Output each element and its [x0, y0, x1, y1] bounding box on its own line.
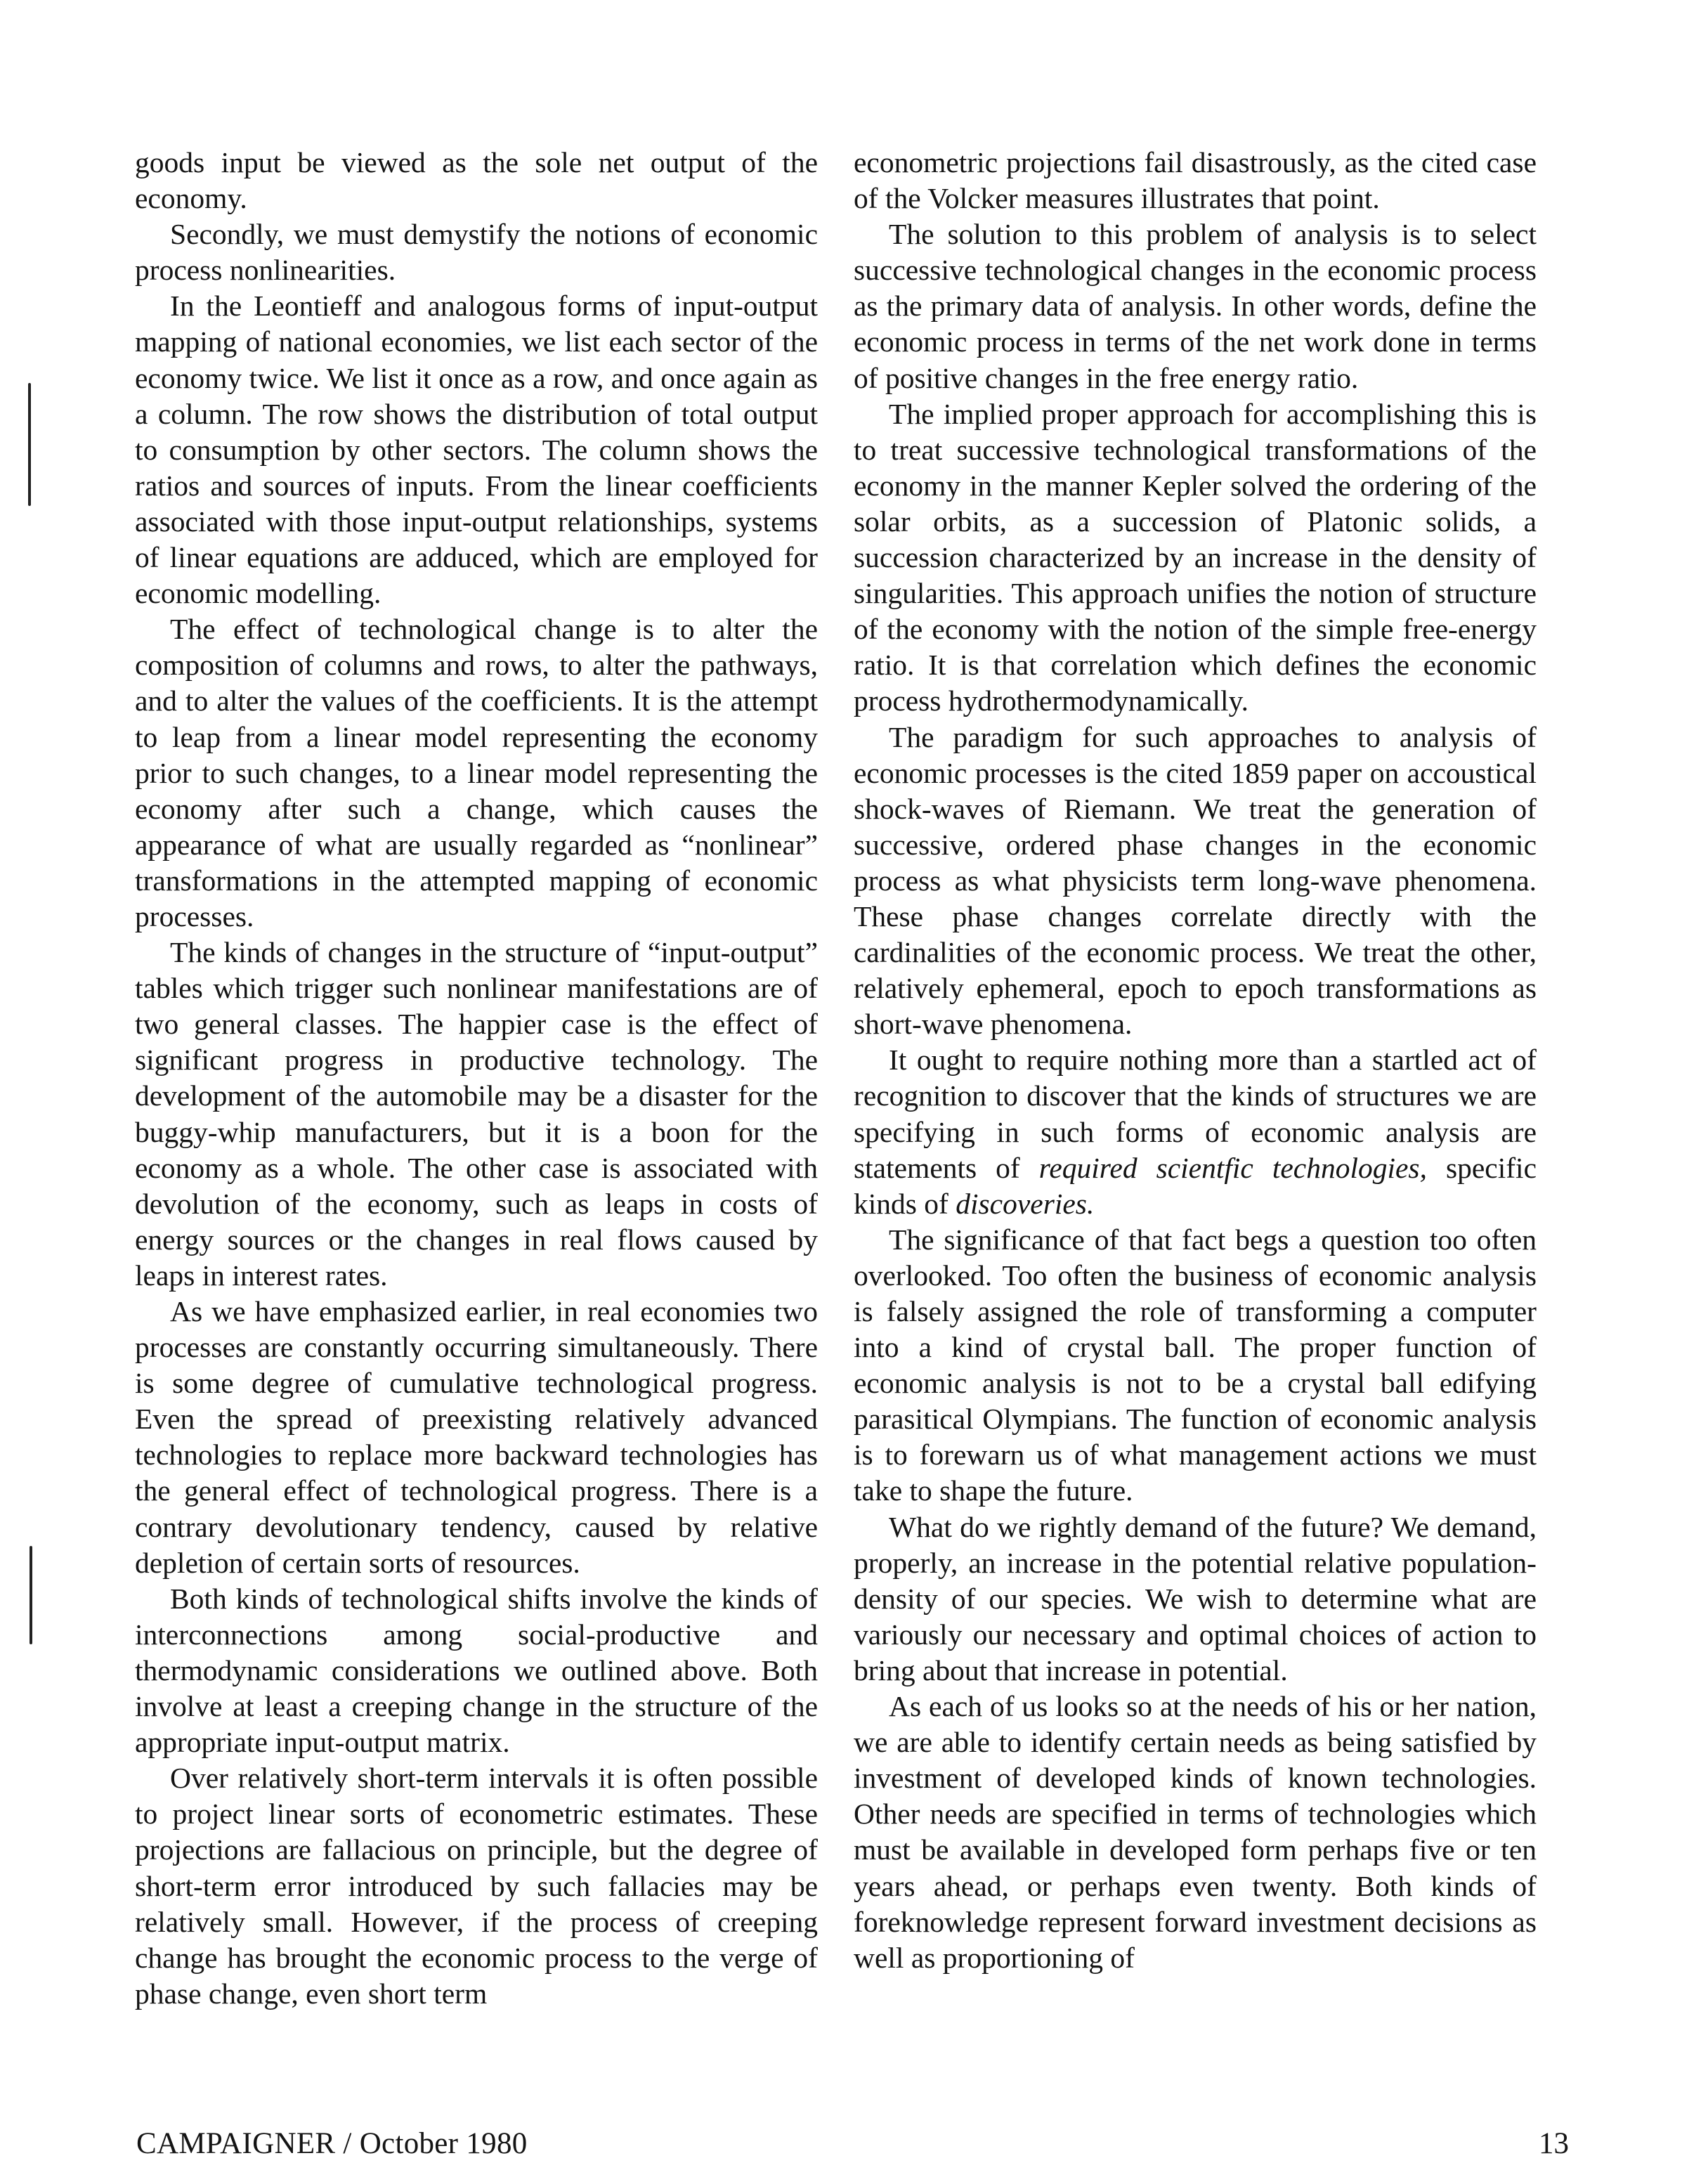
italic-text: required scientfic technologies, — [1038, 1151, 1427, 1184]
paragraph — [854, 1042, 1537, 1221]
paragraph: The paradigm for such approaches to analysis of economic processes is the cited 1859 paper on accoustical shock-waves of Riemann. We treat the generation of successive, ordered phase changes in the economic process as what physicists term long-wave phenomena. These phase changes correlate directly with the cardinalities of the economic process. We treat the other, relatively ephemeral, epoch to epoch transformations as short-wave phenomena. — [854, 720, 1537, 1041]
paragraph: The kinds of changes in the structure of “input-output” tables which trigger such nonlinear manifestations are of two general classes. The happier case is the effect of significant progress in productive technology. The development of the automobile may be a disaster for the buggy-whip manufacturers, but it is a boon for the economy as a whole. The other case is associated with devolution of the economy, such as leaps in costs of energy sources or the changes in real flows caused by leaps in interest rates. — [135, 936, 818, 1292]
paragraph: econometric projections fail disastrously, as the cited case of the Volcker measures illustrates that point. — [854, 146, 1537, 215]
paragraph: Over relatively short-term intervals it is often possible to project linear sorts of econometric estimates. These projections are fallacious on principle, but the degree of short-term error introduced by such fallacies may be relatively small. However, if the process of creeping change has brought the economic process to the verge of phase change, even short term — [135, 1762, 818, 2010]
margin-mark — [28, 383, 31, 506]
paragraph: As we have emphasized earlier, in real economies two processes are constantly occurring simultaneously. There is some degree of cumulative technological progress. Even the spread of preexisting relatively advanced technologies to replace more backward technologies has the general effect of technological progress. There is a contrary devolutionary tendency, caused by relative depletion of certain sorts of resources. — [135, 1295, 818, 1579]
paragraph: The implied proper approach for accomplishing this is to treat successive technological transformations of the economy in the manner Kepler solved the ordering of the solar orbits, as a succession of Platonic solids, a succession characterized by an increase in the density of singularities. This approach unifies the notion of structure of the economy with the notion of the simple free-energy ratio. It is that correlation which defines the economic process hydrothermodynamically. — [854, 397, 1537, 717]
paragraph: The solution to this problem of analysis is to select successive technological changes in the economic process as the primary data of analysis. In other words, define the economic process in terms of the net work done in terms of positive changes in the free energy ratio. — [854, 218, 1537, 394]
paragraph: goods input be viewed as the sole net output of the economy. — [135, 146, 818, 215]
page-number: 13 — [1539, 2127, 1569, 2160]
paragraph: The effect of technological change is to alter the composition of columns and rows, to alter the pathways, and to alter the values of the coefficients. It is the attempt to leap from a linear model representing the economy prior to such changes, to a linear model representing the economy after such a change, which causes the appearance of what are usually regarded as “nonlinear” transformations in the attempted mapping of economic processes. — [135, 613, 818, 932]
text-run: It ought to require nothing more than a startled act of recognition to discover that the kinds of structures we are specifying in such forms of economic analysis are statements of — [854, 1044, 1537, 1184]
paragraph: What do we rightly demand of the future? We demand, properly, an increase in the potential relative population-density of our species. We wish to determine what are variously our necessary and optimal choices of action to bring about that increase in potential. — [854, 1510, 1537, 1686]
paragraph: Secondly, we must demystify the notions of economic process nonlinearities. — [135, 218, 818, 287]
journal-footer: CAMPAIGNER / October 1980 — [136, 2127, 528, 2160]
paragraph: Both kinds of technological shifts involve the kinds of interconnections among social-productive and thermodynamic considerations we outlined above. Both involve at least a creeping change in the structure of the appropriate input-output matrix. — [135, 1582, 818, 1759]
margin-mark — [30, 1546, 32, 1644]
text-run: specific kinds of — [854, 1151, 1537, 1220]
italic-text: discoveries. — [956, 1187, 1095, 1220]
paragraph: The significance of that fact begs a question too often overlooked. Too often the business of economic analysis is falsely assigned the role of transforming a computer into a kind of crystal ball. The proper function of economic analysis is not to be a crystal ball edifying parasitical Olympians. The function of economic analysis is to forewarn us of what management actions we must take to shape the future. — [854, 1223, 1537, 1507]
right-column — [854, 145, 1537, 1976]
left-column — [135, 145, 818, 2012]
paragraph: As each of us looks so at the needs of his or her nation, we are able to identify certain needs as being satisfied by investment of developed kinds of known technologies. Other needs are specified in terms of technologies which must be available in developed form perhaps five or ten years ahead, or perhaps even twenty. Both kinds of foreknowledge represent forward investment decisions as well as proportioning of — [854, 1690, 1537, 1974]
paragraph: In the Leontieff and analogous forms of input-output mapping of national economies, we list each sector of the economy twice. We list it once as a row, and once again as a column. The row shows the distribution of total output to consumption by other sectors. The column shows the ratios and sources of inputs. From the linear coefficients associated with those input-output relationships, systems of linear equations are adduced, which are employed for economic modelling. — [135, 290, 818, 610]
